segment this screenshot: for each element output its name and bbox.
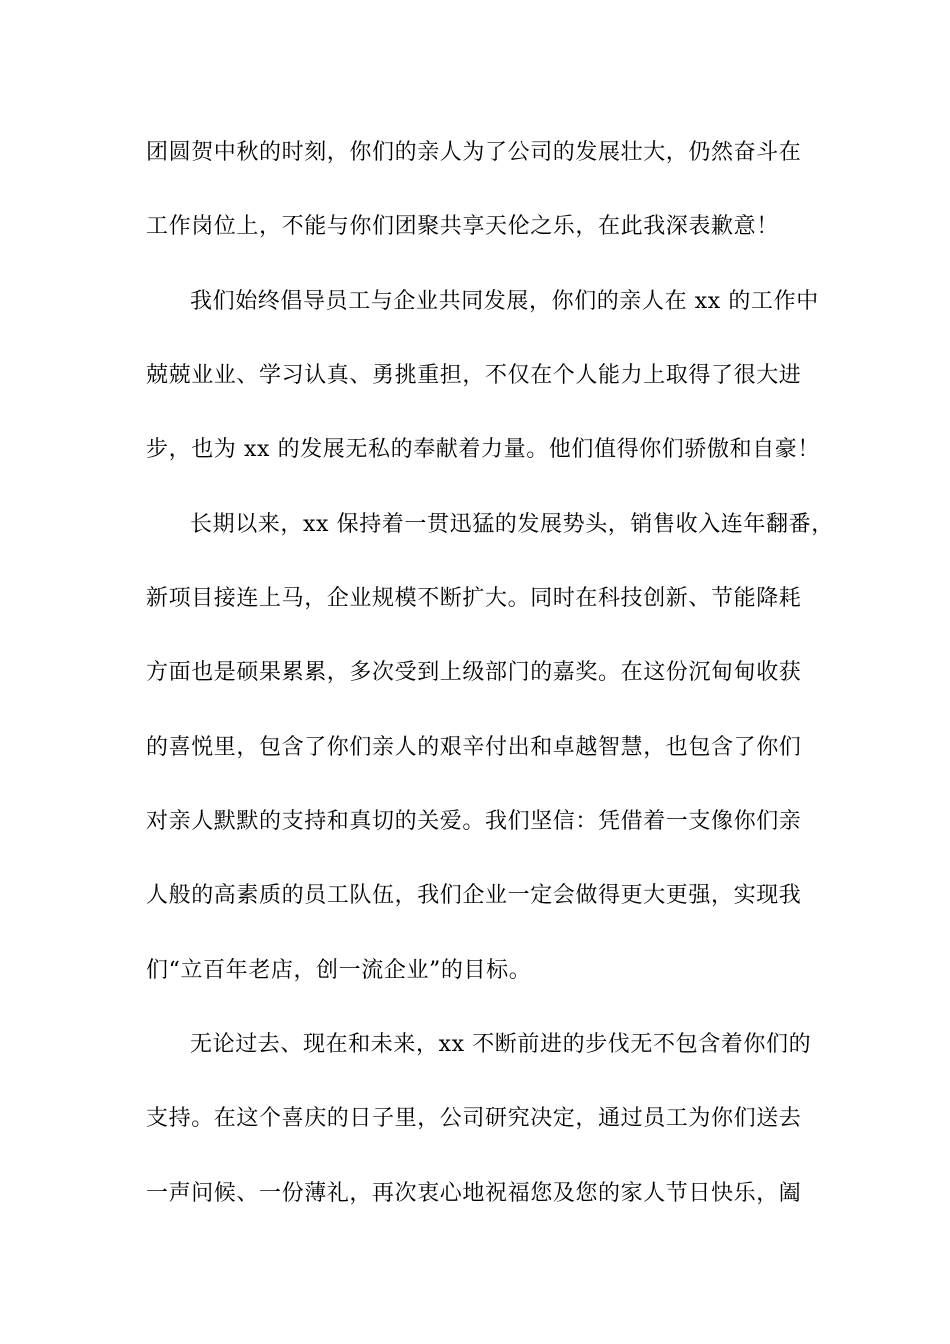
text-line: 工作岗位上，不能与你们团聚共享天伦之乐，在此我深表歉意！ — [146, 214, 779, 239]
text-line: 支持。在这个喜庆的日子里，公司研究决定，通过员工为你们送去 — [146, 1106, 802, 1131]
paragraph-start-line: 长期以来，xx 保持着一贯迅猛的发展势头，销售收入连年翻番， — [190, 512, 834, 537]
text-line: 人般的高素质的员工队伍，我们企业一定会做得更大更强，实现我 — [146, 883, 802, 908]
text-line: 方面也是硕果累累，多次受到上级部门的嘉奖。在这份沉甸甸收获 — [146, 660, 802, 685]
text-line: 步，也为 xx 的发展无私的奉献着力量。他们值得你们骄傲和自豪！ — [146, 437, 821, 462]
paragraph-start-line: 无论过去、现在和未来，xx 不断前进的步伐无不包含着你们的 — [190, 1032, 812, 1057]
text-line: 新项目接连上马，企业规模不断扩大。同时在科技创新、节能降耗 — [146, 586, 802, 611]
paragraph-start-line: 我们始终倡导员工与企业共同发展，你们的亲人在 xx 的工作中 — [190, 289, 819, 314]
text-line: 的喜悦里，包含了你们亲人的艰辛付出和卓越智慧，也包含了你们 — [146, 735, 802, 760]
text-line: 们“立百年老店，创一流企业”的目标。 — [146, 958, 532, 983]
text-line: 一声问候、一份薄礼，再次衷心地祝福您及您的家人节日快乐，阖 — [146, 1181, 802, 1206]
text-line: 团圆贺中秋的时刻，你们的亲人为了公司的发展壮大，仍然奋斗在 — [146, 140, 802, 165]
text-line: 兢兢业业、学习认真、勇挑重担，不仅在个人能力上取得了很大进 — [146, 363, 802, 388]
text-line: 对亲人默默的支持和真切的关爱。我们坚信：凭借着一支像你们亲 — [146, 809, 802, 834]
